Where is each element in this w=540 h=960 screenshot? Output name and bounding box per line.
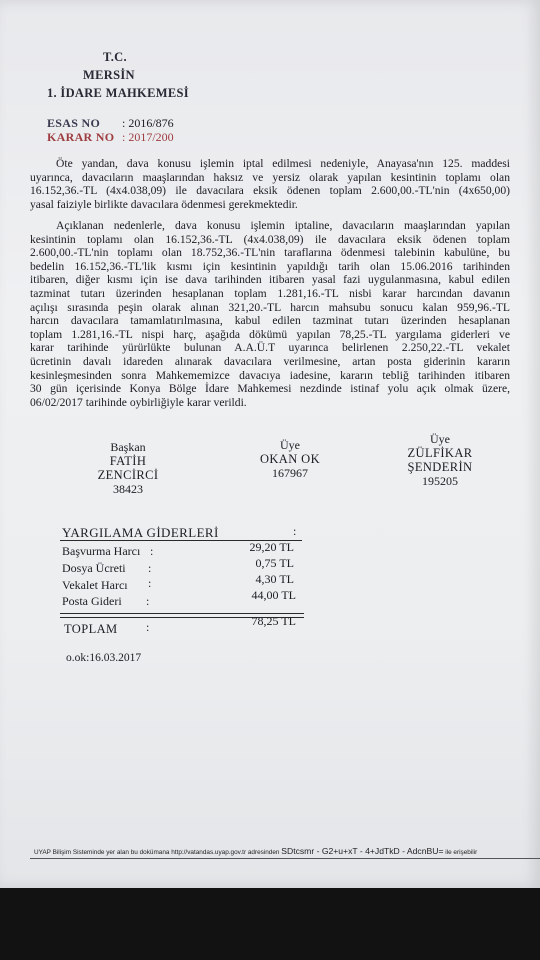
paragraph-1-line: Öte yandan, dava konusu işlemin iptal edilmesi nedeniyle, Anayasa'nın 125. maddesi (56, 157, 510, 170)
header-city: MERSİN (83, 68, 135, 82)
note-date: o.ok:16.03.2017 (66, 652, 142, 664)
paragraph-2-line: bedelin 16.152,36.-TL'lik kısmı için kesintinin yapıldığı tarih olan 15.06.2016 tarihinden (30, 259, 510, 273)
paragraph-2-line: kesinleşmesinden sonra Mahkememizce davacıya iadesine, kararın tebliğ tarihinden itibaren (30, 368, 510, 382)
expense-colon: : (148, 561, 152, 575)
signature-role: Üye (280, 438, 300, 452)
paragraph-1-line: 16.152,36.-TL (4x4.038,09) ile davacılara eksik ödenen toplam 2.600,00.-TL'nin (4x650,00) (30, 184, 510, 198)
karar-label: KARAR NO (47, 130, 115, 144)
expense-colon: : (146, 594, 150, 608)
total-value: 78,25 TL (251, 614, 296, 628)
footer-tail: ile erişebilir (445, 849, 478, 856)
signature-id: 38423 (113, 482, 143, 496)
paragraph-2 (30, 219, 510, 409)
esas-label: ESAS NO (47, 116, 101, 130)
expense-label: Dosya Ücreti (62, 561, 126, 575)
expense-value: 0,75 TL (255, 556, 294, 570)
footer-code: SDtcsmr - G2+u+xT - 4+JdTkD - AdcnBU= (281, 846, 444, 856)
expenses-title-colon: : (293, 524, 297, 538)
expense-colon: : (150, 544, 154, 558)
paragraph-2-line: toplam 1.281,16.-TL nispi harç, aşağıda dökümü yapılan 78,25.-TL yargılama giderleri ve (30, 327, 510, 341)
signature-role: Başkan (110, 440, 146, 454)
paragraph-2-line: 30 gün içerisinde Konya Bölge İdare Mahkemesi nezdinde istinaf yolu açık olmak üzere, (30, 382, 510, 396)
expense-label: Vekalet Harcı (62, 578, 128, 592)
paragraph-2-line: 06/02/2017 tarihinde oybirliğiyle karar verildi. (30, 395, 247, 409)
signature-member-2 (375, 432, 505, 488)
paragraph-2-line: karar tarihinde yürürlükte bulunan A.A.Ü.T uyarınca belirlenen 2.250,22.-TL vekalet (30, 341, 510, 355)
paragraph-2-line: 2.600,00.-TL'nin toplamı olan 18.752,36.-TL'nin taraflarına ödenmesi talebinin kabulüne, bu (30, 246, 510, 260)
signature-id: 167967 (272, 466, 308, 480)
footer-rule (30, 858, 540, 859)
signature-id: 195205 (422, 474, 458, 488)
dark-background-band (0, 888, 540, 960)
expense-colon: : (148, 576, 152, 590)
expenses-title: YARGILAMA GİDERLERİ (62, 525, 219, 540)
total-colon: : (146, 620, 150, 634)
paragraph-1 (30, 157, 510, 211)
header-tc: T.C. (103, 50, 127, 64)
signature-member-1 (248, 438, 332, 480)
signature-chair (78, 440, 178, 496)
total-label: TOPLAM (64, 622, 118, 636)
signature-name: FATİH ZENCİRCİ (97, 454, 159, 482)
paragraph-2-line: tazminat tutarı üzerinden hesaplanan toplam 1.281,16.-TL nisbi karar harcından davanın (30, 286, 510, 300)
paragraph-2-line: Açıklanan nedenlerle, dava konusu işlemin iptaline, davacıların maaşlarından yapılan (56, 219, 510, 232)
paragraph-2-line: ücretinin davalı idareden alınarak davacılara verilmesine, artan posta giderinin kararın (30, 354, 510, 368)
paragraph-2-line: açılışı sırasında peşin olarak alınan 321,20.-TL harcın mahsubu sonucu kalan 959,96.-TL (30, 300, 510, 314)
paragraph-1-line: uyarınca, davacıların maaşlarından haksız ve yersiz olarak yapılan kesintinin toplamı olan (30, 170, 510, 184)
expense-label: Başvurma Harcı (62, 544, 141, 558)
expense-label: Posta Gideri (62, 594, 122, 608)
paragraph-2-line: kesintinin toplamı olan 16.152,36.-TL (4x4.038,09) ile davacılara eksik ödenen toplam (30, 232, 510, 246)
expense-value: 44,00 TL (251, 588, 296, 602)
expense-value: 4,30 TL (255, 572, 294, 586)
signature-name: ZÜLFİKAR ŞENDERİN (407, 446, 473, 474)
signature-name: OKAN OK (259, 452, 321, 466)
signature-role: Üye (430, 432, 450, 446)
paragraph-1-line: yasal faiziyle birlikte davacılara ödenmesi gerekmektedir. (30, 197, 298, 211)
uyap-footer (34, 846, 540, 856)
karar-value: : 2017/200 (122, 130, 174, 144)
expense-value: 29,20 TL (249, 540, 294, 554)
footer-text: UYAP Bilişim Sisteminde yer alan bu dokümana http://vatandas.uyap.gov.tr adresinden (34, 849, 280, 856)
paragraph-2-line: harcın davacılara tamamlatırılmasına, kabul edilen tazminat tutarı üzerinden hesaplanan (30, 314, 510, 328)
court-name: 1. İDARE MAHKEMESİ (47, 86, 189, 100)
esas-value: : 2016/876 (122, 116, 174, 130)
paragraph-2-line: itibaren, diğer kısmı için ise dava tarihinden itibaren yasal fazi uygulanmasına, kabul edilen (30, 273, 510, 287)
